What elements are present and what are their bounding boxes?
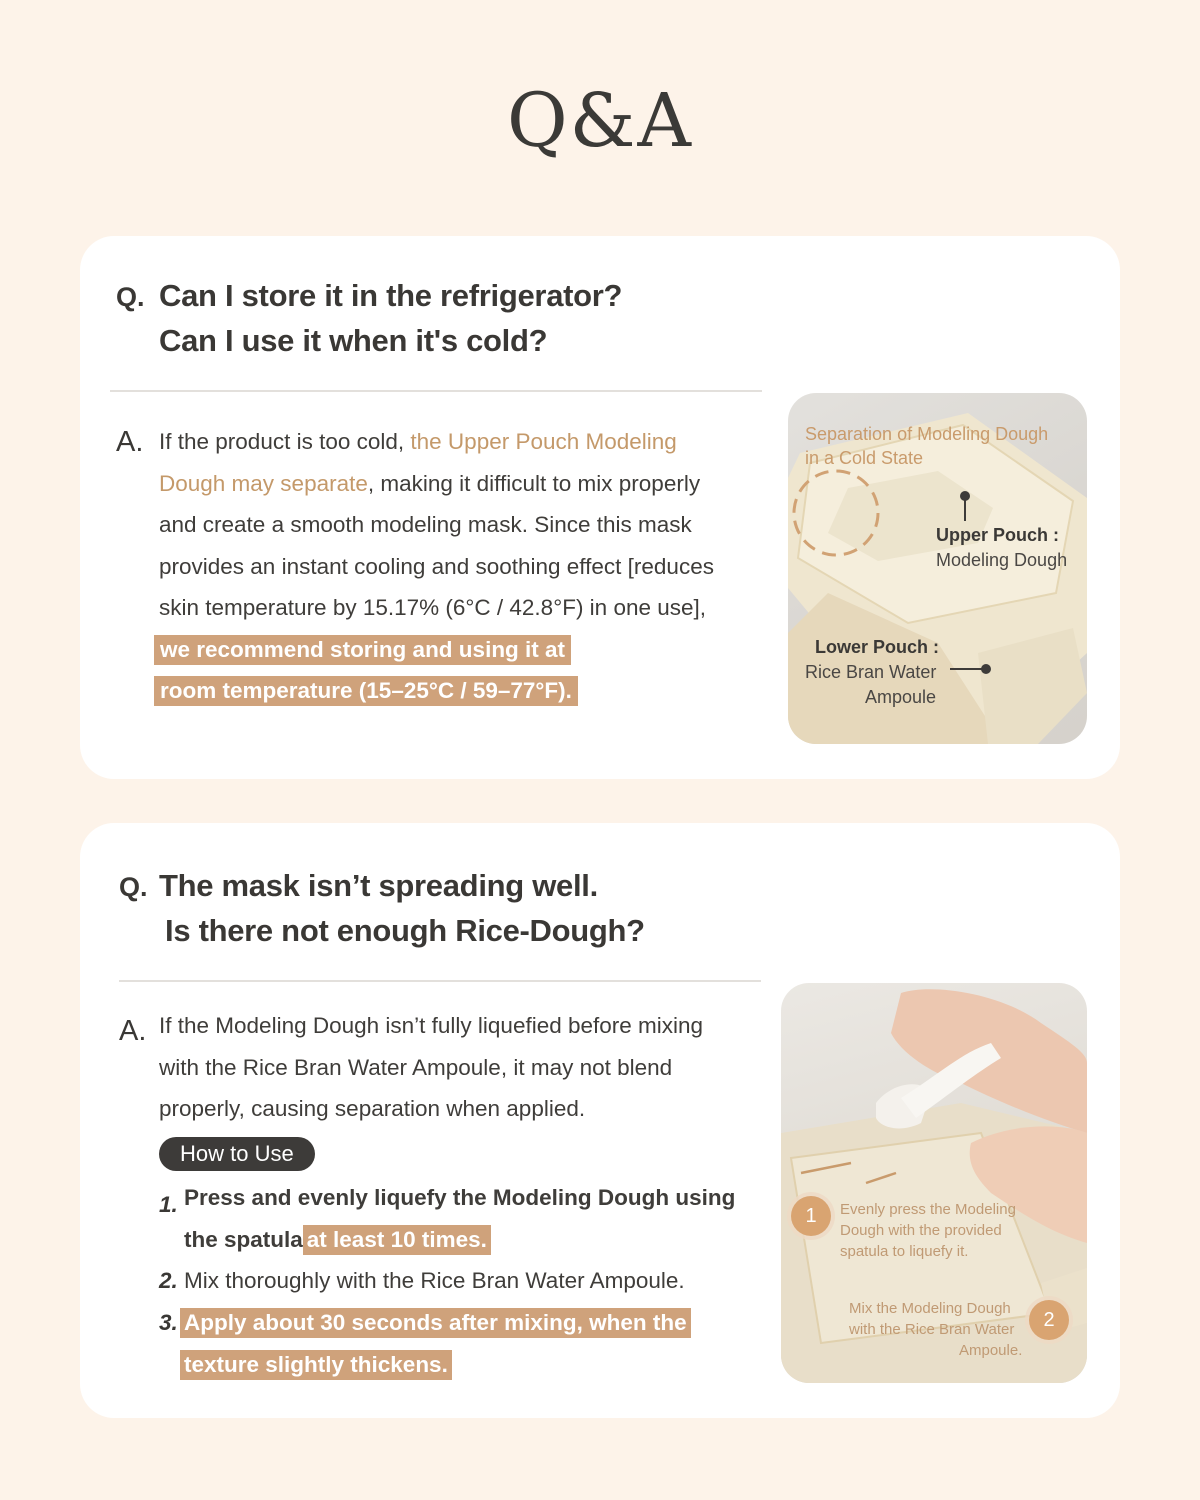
answer-text [159,421,759,712]
photo-caption-step-1: Dough with the provided [840,1222,1002,1239]
question-line-1: The mask isn’t spreading well. [159,868,598,903]
qa-card-refrigerator [80,236,1120,779]
divider [110,390,762,392]
answer-line: and create a smooth modeling mask. Since this mask [159,512,692,537]
upper-pouch-label: Upper Pouch : [936,525,1060,545]
answer-highlight-text: Dough may separate [159,470,368,496]
question-marker: Q. [116,282,145,312]
answer-marker: A. [116,426,144,458]
how-to-use-badge: How to Use [159,1137,315,1171]
photo-title: in a Cold State [805,448,924,468]
step-3-highlight: texture slightly thickens. [180,1350,452,1380]
lower-pouch-sublabel: Ampoule [865,687,937,707]
step-number-2: 2. [159,1268,178,1293]
spatula-usage-photo [781,983,1087,1383]
photo-caption-step-2: with the Rice Bran Water [849,1321,1015,1338]
step-1-badge: 1 [791,1196,831,1236]
pouch-separation-photo [788,393,1087,744]
recommendation-highlight: room temperature (15–25°C / 59–77°F). [154,676,578,706]
photo-caption-step-1: Evenly press the Modeling [840,1201,1016,1218]
answer-highlight-text: the Upper Pouch Modeling [410,429,677,454]
step-1-line-1: Press and evenly liquefy the Modeling Dough using [184,1185,736,1210]
lower-pouch-label: Lower Pouch : [815,637,940,657]
step-2-badge: 2 [1029,1300,1069,1340]
step-2-text: Mix thoroughly with the Rice Bran Water Ampoule. [184,1268,685,1293]
step-1-line-2 [184,1219,491,1261]
answer-text [159,1005,759,1130]
answer-text-part: , making it difficult to mix properly [367,470,701,496]
step-1-text: the spatula [184,1227,303,1252]
answer-text-part: If the product is too cold, [159,429,405,454]
recommendation-highlight: we recommend storing and using it at [154,635,571,665]
qa-card-spreading [80,823,1120,1418]
step-3-line-2 [180,1344,452,1386]
answer-marker: A. [119,1015,147,1047]
step-number-1: 1. [159,1192,178,1217]
answer-line: If the Modeling Dough isn’t fully liquefied before mixing [159,1013,704,1038]
question-line-2: Can I use it when it's cold? [159,323,548,358]
step-3-highlight: Apply about 30 seconds after mixing, when the [180,1308,691,1338]
question-line-2: Is there not enough Rice-Dough? [165,913,645,948]
step-1-highlight: at least 10 times. [303,1225,491,1255]
step-number-3: 3. [159,1310,178,1335]
question-marker: Q. [119,872,148,902]
question-line-1: Can I store it in the refrigerator? [159,278,623,313]
page-title: Q&A [507,78,693,164]
answer-line: with the Rice Bran Water Ampoule, it may not blend [159,1054,673,1080]
photo-caption-step-1: spatula to liquefy it. [840,1243,969,1260]
photo-caption-step-2: Ampoule. [959,1342,1023,1359]
upper-pouch-sublabel: Modeling Dough [936,550,1068,570]
step-3-line-1 [180,1302,691,1344]
answer-line: provides an instant cooling and soothing effect [reduces [159,553,714,579]
lower-pouch-sublabel: Rice Bran Water [805,662,937,682]
photo-title: Separation of Modeling Dough [805,424,1049,444]
answer-line: properly, causing separation when applied. [159,1096,586,1121]
photo-caption-step-2: Mix the Modeling Dough [849,1300,1011,1317]
answer-line: skin temperature by 15.17% (6°C / 42.8°F) in one use], [159,595,707,620]
divider [119,980,761,982]
